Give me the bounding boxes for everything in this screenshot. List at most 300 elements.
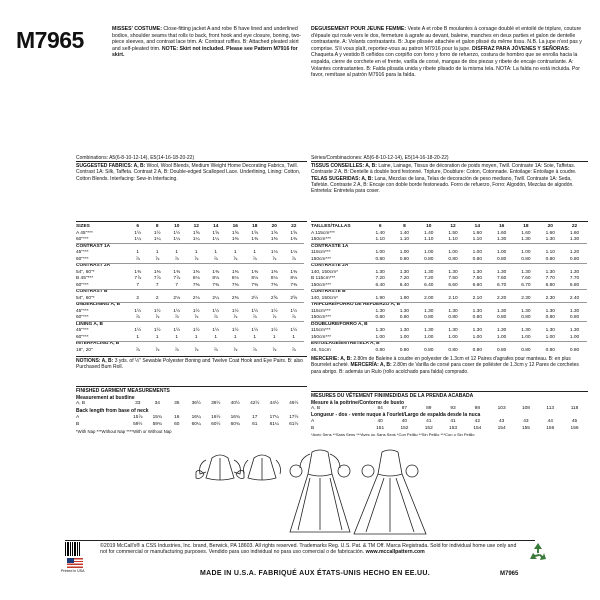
measure-cell: 155: [521, 425, 530, 431]
table-cell: 1: [136, 334, 140, 340]
table-cell: 1½: [270, 328, 278, 333]
table-cell: 1: [272, 334, 276, 340]
table-row-label: 140, 150cm*: [311, 295, 338, 301]
table-cell: 1.30: [521, 328, 531, 333]
table-row-label: 150cm***: [311, 334, 331, 340]
measure-cell: 87: [401, 406, 408, 411]
fr-finished-rule: [311, 391, 588, 392]
table-cell: 6.40: [399, 282, 410, 288]
fr-notions-label: MERCERIE: A, B:: [311, 356, 352, 362]
measure-cell: 118: [570, 406, 579, 411]
table-cell: 1⅜: [231, 269, 239, 275]
table-cell: 1.90: [399, 295, 410, 301]
table-row-label: UNDERLINING A, B: [76, 302, 121, 307]
table-cell: 1⅜: [153, 269, 161, 275]
table-group-rule: [311, 321, 587, 322]
table-cell: 1⅛: [270, 250, 278, 255]
table-cell: 2.00: [424, 295, 434, 301]
table-cell: 1.00: [545, 334, 555, 340]
table-cell: 1.10: [448, 237, 458, 242]
en-finished-title: FINISHED GARMENT MEASUREMENTS: [76, 388, 170, 394]
measure-cell: 42: [474, 419, 480, 424]
table-row-label: B 45"***: [76, 276, 94, 281]
measure-row-label: A: [311, 419, 315, 424]
table-row-label: A 115cm***: [311, 230, 335, 236]
en-nap-legend: *With Nap ***Without Nap ****With or Without Nap: [76, 429, 172, 434]
table-group-rule: [76, 243, 304, 244]
jacket-a-back-drawing: [244, 455, 281, 480]
fr-notions: [311, 356, 587, 390]
fr-body: Veste A et robe B moulantes à corsage doublé et entoilé de triplure, couture d'épaule qui roule vers le dos, fermeture à agrafe au devant, baleine, manches en deux parties et galon de dentelle contrastante. A: Volants contrastants. B: Jupe plissée attachée et galon plissé du même tissu. N.B. La jupe n'est pas y comprise. S'il vous plaît, reportez-vous au patron M7916 pour la jupe.: [311, 26, 582, 52]
table-cell: 1⅝: [290, 230, 298, 236]
table-cell: 1⅝: [192, 230, 200, 236]
table-cell: 1½: [270, 308, 278, 314]
fr-back-label: Longueur - dos - vente nuque à l'ourlet/Largo de espalda desde la nuca: [311, 412, 481, 418]
table-cell: 1½: [251, 308, 259, 314]
table-cell: 1.30: [448, 269, 458, 275]
table-row-label: 150cm***: [311, 282, 331, 288]
table-cell: 10: [174, 224, 180, 229]
table-cell: 0.80: [375, 347, 385, 353]
measure-cell: 60: [174, 421, 180, 427]
table-cell: ⅞: [233, 347, 238, 353]
table-row-label: A 45"***: [76, 230, 93, 236]
table-cell: 1: [292, 334, 296, 340]
measure-cell: 84: [377, 406, 383, 411]
measure-cell: 40: [401, 419, 408, 424]
table-cell: 7.20: [375, 276, 385, 281]
table-cell: 1¼: [173, 237, 181, 242]
en-combinations: Combinations: A5(6-8-10-12-14), E5(14-16-18-20-22): [76, 155, 195, 161]
table-cell: 1.10: [424, 237, 434, 242]
table-cell: 1.00: [399, 334, 410, 340]
en-bust-label: Measurement at bustline: [76, 395, 135, 401]
table-cell: ⅞: [174, 315, 179, 320]
table-cell: 1.00: [424, 334, 434, 340]
measure-cell: 93: [450, 406, 456, 411]
table-cell: 1½: [212, 308, 220, 314]
table-cell: 1.30: [545, 269, 555, 275]
table-cell: ⅞: [213, 347, 218, 353]
table-group-rule: [311, 243, 587, 244]
table-cell: 1.00: [375, 334, 385, 340]
es-notions-text: 2.80m de Varilla de corsé para coser de poliéster de 1.3cm y 12 Pares de corchetes para abrigo. B: además un Rulo (rollo acolchado para falda) comprado.: [311, 362, 579, 375]
table-cell: 1⅜: [212, 269, 220, 275]
table-cell: 1: [194, 250, 198, 255]
table-cell: 7⅜: [192, 282, 200, 288]
measure-cell: 152: [400, 425, 409, 431]
table-row-label: 60"***: [76, 315, 89, 320]
table-cell: 1.00: [569, 334, 580, 340]
es-notions-label: MERCERÍA: A, B:: [350, 362, 392, 369]
jacket-a-front-drawing: [196, 455, 244, 480]
table-cell: 0.80: [545, 347, 555, 353]
table-cell: 1.30: [424, 308, 434, 314]
table-cell: 1½: [231, 308, 239, 314]
table-cell: 7⅜: [270, 282, 278, 288]
table-cell: 1⅜: [290, 237, 298, 242]
fr-fabrics-label: TISSUS CONSEILLÉS: A, B:: [311, 163, 377, 169]
table-cell: 1.10: [545, 250, 555, 255]
table-cell: 12: [450, 224, 456, 229]
table-cell: 1½: [251, 328, 259, 333]
measure-cell: 156: [546, 425, 555, 431]
table-cell: 1.20: [569, 250, 580, 255]
table-cell: 2.30: [521, 295, 531, 301]
table-cell: ⅞: [135, 315, 140, 320]
measure-cell: 41: [426, 419, 432, 424]
table-row-label: 60"***: [76, 334, 89, 340]
table-cell: 1.60: [496, 230, 507, 236]
table-cell: 1: [253, 250, 257, 255]
table-row-label: 60"***: [76, 237, 89, 242]
table-cell: 1¼: [153, 237, 161, 242]
table-cell: 1.00: [448, 334, 458, 340]
table-cell: 2.20: [496, 295, 507, 301]
table-cell: 1.30: [521, 308, 531, 314]
table-cell: 1.30: [545, 308, 555, 314]
measure-cell: 43: [523, 419, 529, 424]
fr-bust-label: Mesure à la poitrine/Contorno de busto: [311, 400, 405, 406]
table-cell: ⅞: [135, 256, 140, 262]
table-cell: 1: [175, 250, 179, 255]
table-cell: 1½: [153, 328, 161, 333]
table-cell: 2⅝: [290, 295, 298, 301]
table-cell: 1: [233, 250, 237, 255]
table-cell: 1.30: [496, 308, 507, 314]
table-cell: ⅞: [174, 347, 179, 353]
table-cell: 16: [498, 224, 505, 229]
table-cell: 6.60: [448, 282, 458, 288]
table-cell: ⅞: [233, 256, 238, 262]
table-cell: 0.80: [496, 256, 507, 262]
table-cell: ⅞: [155, 347, 160, 353]
table-cell: 1½: [134, 308, 142, 314]
table-row-label: 46, 51cm: [311, 347, 331, 353]
measure-cell: 59¾: [152, 421, 162, 427]
table-cell: ⅞: [194, 347, 199, 353]
table-cell: 0.80: [569, 256, 580, 262]
table-cell: 8⅛: [212, 276, 220, 281]
table-cell: 1⅝: [251, 230, 259, 236]
table-row-label: DOUBLURE/FORRO A, B: [311, 321, 368, 327]
measure-cell: 60¼: [191, 421, 201, 427]
table-cell: 1.00: [521, 334, 531, 340]
table-cell: 1⅝: [231, 230, 239, 236]
table-cell: 2: [136, 295, 140, 301]
table-cell: 7.60: [521, 276, 531, 281]
table-cell: 1.30: [521, 269, 531, 275]
table-cell: 1.60: [521, 230, 531, 236]
measure-cell: 154: [473, 425, 482, 431]
recycle-icon: [527, 541, 549, 563]
table-cell: 1⅜: [192, 269, 200, 275]
fr-table-top-rule: [311, 221, 588, 222]
table-cell: ⅞: [252, 315, 257, 320]
table-cell: 1.00: [399, 250, 410, 255]
table-cell: 22: [571, 224, 578, 229]
table-row-label: CONTRASTE 1A: [311, 243, 349, 249]
table-cell: 1: [194, 334, 198, 340]
table-row-label: CONTRASTE 2A: [311, 263, 349, 268]
en-finished-rule: [76, 386, 307, 387]
table-cell: 1: [214, 334, 218, 340]
measure-cell: 61: [252, 421, 258, 427]
table-cell: ⅞: [272, 256, 277, 262]
table-cell: 8⅛: [192, 276, 200, 281]
measure-cell: 152: [424, 425, 433, 431]
table-row-label: 54", 60"*: [76, 295, 95, 301]
table-row-label: SIZES: [76, 224, 90, 229]
table-row-label: 60"***: [76, 256, 89, 262]
table-cell: 1.00: [521, 250, 531, 255]
table-cell: 1.00: [375, 250, 385, 255]
table-cell: 0.80: [521, 256, 531, 262]
table-cell: 2.10: [472, 295, 482, 301]
pattern-code-footer: M7965: [500, 571, 519, 577]
table-cell: 0.80: [424, 256, 434, 262]
website-link[interactable]: www.mccallpattern.com: [365, 549, 425, 556]
table-row-label: B 115cm***: [311, 276, 336, 281]
table-cell: 7⅞: [173, 276, 181, 281]
table-cell: ⅞: [291, 347, 296, 353]
table-group-rule: [311, 302, 587, 303]
table-cell: 1: [136, 250, 140, 255]
table-cell: 7⅞: [134, 276, 142, 281]
table-cell: 1⅜: [251, 269, 259, 275]
table-cell: ⅞: [291, 315, 296, 320]
table-row-label: LINING A, B: [76, 321, 104, 327]
table-row-label: CONTRASTE B: [311, 289, 346, 294]
es-body: Chaqueta A y vestido B ceñidos con corpiño con forro y forro de refuerzo, costura de hombro que se enrolla hacia la espalda, cierre de corchete en el frente, varilla de corsé, mangas de dos piezas y ribete de encaje contrastante. A: Volantes contrastantes. B: Falda plisada unida y ribete plisado de la misma tela. NOTA: La falda no está incluida. Por favor, remítase al patrón M7916 para la falda.: [311, 52, 580, 79]
table-cell: ⅞: [233, 315, 238, 320]
table-cell: ⅞: [272, 347, 277, 353]
table-cell: 1.00: [424, 250, 434, 255]
table-cell: 1¼: [134, 237, 142, 242]
table-cell: 1.30: [472, 269, 482, 275]
table-group-rule: [311, 289, 587, 290]
table-row-label: 150cm***: [311, 256, 331, 262]
table-row-label: 60"***: [76, 282, 89, 288]
measure-cell: 17½: [289, 415, 299, 420]
table-cell: 1.90: [375, 295, 385, 301]
en-suggested-fabrics: [76, 163, 308, 195]
fr-notions-text: 2.80m de Baleine à coudre en polyester de 1.3cm et 12 Paires d'agrafes pour manteau. B: en plus Bourrelet acheté.: [311, 356, 571, 369]
table-cell: 6.80: [569, 282, 580, 288]
robe-b-front-drawing: [290, 450, 350, 532]
table-cell: 7⅞: [153, 276, 161, 281]
table-row-label: 45"***: [76, 250, 89, 255]
measure-cell: 98: [474, 406, 480, 411]
measure-cell: 108: [521, 406, 530, 411]
table-cell: 0.80: [496, 315, 507, 320]
table-row-label: CONTRAST B: [76, 289, 108, 294]
table-cell: 0.80: [424, 315, 434, 320]
table-cell: 1.30: [472, 328, 482, 333]
table-cell: 1.30: [569, 328, 580, 333]
table-cell: 1½: [153, 308, 161, 314]
table-cell: 20: [547, 224, 553, 229]
copyright-text: ©2019 McCall's® a CSS Industries, Inc. brand, Berwick, PA 18603. All rights reserved. Trademarks Reg. U.S. Pat. & TM Off. Marca Registrada. Sold for individual home use only and not for commercial or manufacturing purposes. Vendido para uso individual no para uso comercial o de fabricación. www.mccallpattern.com: [100, 543, 517, 556]
robe-b-back-drawing: [354, 450, 426, 534]
measure-row-label: A, B: [311, 406, 321, 411]
table-cell: 0.80: [448, 256, 458, 262]
barcode-icon: [65, 542, 85, 556]
table-cell: ⅞: [213, 256, 218, 262]
table-cell: 7.50: [472, 276, 482, 281]
skirt-note: NOTE: Skirt not included. Please see Pattern M7916 for skirt.: [112, 45, 298, 59]
table-cell: 6.70: [496, 282, 507, 288]
table-cell: 6: [378, 224, 382, 229]
table-cell: ⅞: [194, 256, 199, 262]
table-cell: 0.80: [496, 347, 507, 353]
table-cell: 7⅜: [231, 282, 239, 288]
table-row-label: CONTRAST 1A: [76, 243, 111, 249]
table-cell: 1.10: [472, 237, 482, 242]
table-cell: 6.60: [472, 282, 482, 288]
table-cell: 0.80: [448, 347, 458, 353]
table-row-label: 115cm***: [311, 328, 331, 333]
table-group-rule: [311, 341, 587, 342]
table-cell: 1½: [134, 328, 142, 333]
fr-fabrics-text: Laine, Lainage, Tissus de décoration de poids moyen, Twill. Contraste 1A: Soie, Taffetas. Contraste 2 A, B: Dentelle à double bord festonné. Triplure, Doublure: Coton, Cotonnade. Entoilage: Entoilage à coudre.: [311, 163, 577, 176]
measure-cell: 33: [135, 401, 141, 406]
table-cell: 0.80: [375, 256, 385, 262]
table-cell: 2¼: [212, 295, 220, 301]
table-cell: 6: [136, 224, 140, 229]
table-cell: 2⅝: [270, 295, 278, 301]
en-fabrics-text: Wool, Wool Blends, Medium Weight Home Decorating Fabrics, Twill. Contrast 1A: Silk, Taffeta. Contrast 2 A, B: Double-edged Scalloped Lace. Underlining, Lining: Cotton, Cotton Blends. Interfacing: Sew-in Interfacing.: [76, 163, 301, 182]
measure-row-label: A: [76, 415, 80, 420]
table-cell: 1.30: [496, 328, 507, 333]
table-cell: 1.00: [472, 334, 482, 340]
en-notions-label: NOTIONS: A, B:: [76, 358, 114, 364]
measure-cell: 16¼: [191, 415, 201, 420]
table-group-rule: [76, 289, 304, 290]
table-cell: 2⅛: [192, 295, 200, 301]
table-cell: 14: [213, 224, 219, 229]
table-cell: 6.80: [545, 282, 555, 288]
table-cell: ⅞: [252, 347, 257, 353]
en-table-top-rule: [76, 221, 307, 222]
measure-cell: 36½: [191, 401, 201, 406]
table-cell: 1.30: [569, 237, 580, 242]
table-row-label: ENTOILAGE/ENTRETELA A, B: [311, 341, 380, 346]
es-fabrics-label: TELAS SUGERIDAS: A, B:: [311, 175, 374, 182]
table-cell: 1.30: [424, 328, 434, 333]
measure-cell: 154: [497, 425, 506, 431]
measure-cell: 43: [498, 419, 505, 424]
table-cell: 1.30: [496, 269, 507, 275]
english-description: [112, 26, 308, 68]
measure-cell: 42½: [250, 401, 260, 406]
table-cell: 8: [403, 224, 406, 229]
table-cell: 1½: [290, 328, 298, 333]
table-cell: ⅞: [174, 256, 179, 262]
table-cell: 0.80: [521, 315, 531, 320]
table-cell: 20: [271, 224, 277, 229]
table-cell: 7⅜: [251, 282, 259, 288]
table-cell: 2.30: [545, 295, 555, 301]
table-cell: 7: [155, 282, 159, 288]
table-row-label: 45"***: [76, 308, 89, 314]
table-cell: 6.70: [521, 282, 531, 288]
table-row-label: 150cm***: [311, 237, 331, 242]
table-cell: 1¼: [192, 237, 200, 242]
table-cell: 7.70: [569, 276, 580, 281]
measure-cell: 17: [252, 415, 258, 420]
costume-title: MISSES' COSTUME:: [112, 26, 162, 32]
table-cell: 1⅜: [134, 269, 142, 275]
table-row-label: 150cm***: [311, 315, 331, 320]
table-cell: 8⅛: [251, 276, 259, 281]
table-cell: ⅞: [155, 256, 160, 262]
measure-cell: 38½: [211, 401, 221, 406]
table-cell: 1.00: [496, 250, 507, 255]
table-cell: 1.30: [448, 328, 458, 333]
table-cell: 7.70: [545, 276, 555, 281]
table-cell: 1.30: [545, 328, 555, 333]
table-cell: 7.20: [424, 276, 434, 281]
table-cell: 0.80: [472, 347, 482, 353]
table-cell: 1.30: [375, 308, 385, 314]
measure-cell: 44: [547, 419, 553, 424]
table-row-label: INTERFACING A, B: [76, 341, 120, 346]
fr-nap-legend: *Avec Sens **Sans Sens ***Avec ou Sans Sens *Con Pelillo **Sin Pelillo ***Con o Sin Pelillo: [311, 432, 475, 437]
table-cell: 1⅜: [173, 269, 181, 275]
table-cell: 1⅜: [231, 237, 239, 242]
table-cell: 0.80: [448, 315, 458, 320]
measure-cell: 103: [497, 406, 506, 411]
table-cell: 2: [155, 295, 159, 301]
table-cell: 7: [136, 282, 140, 288]
measure-cell: 35: [174, 401, 180, 406]
table-row-label: 115cm***: [311, 250, 331, 255]
table-cell: 0.80: [569, 347, 580, 353]
measure-cell: 15⅞: [133, 415, 143, 420]
table-cell: 18: [252, 224, 258, 229]
table-cell: 16: [232, 224, 238, 229]
table-cell: 1.60: [472, 230, 482, 236]
table-cell: 1½: [231, 328, 239, 333]
measure-cell: 34: [154, 401, 160, 406]
en-notions-rule: [76, 356, 307, 357]
table-cell: 18: [523, 224, 529, 229]
table-cell: 7: [175, 282, 179, 288]
table-cell: 14: [474, 224, 480, 229]
table-cell: 6.40: [424, 282, 434, 288]
table-cell: 1.10: [375, 237, 385, 242]
made-in-usa: MADE IN U.S.A. FABRIQUÉ AUX ÉTATS-UNIS HECHO EN EE.UU.: [200, 570, 430, 577]
table-cell: 1: [233, 334, 237, 340]
table-cell: ⅞: [252, 256, 257, 262]
table-cell: 1.30: [399, 269, 410, 275]
table-cell: 1.30: [448, 308, 458, 314]
fr-finished-title: MESURES DU VÊTEMENT FINI/MEDIDAS DE LA PRENDA ACABADA: [311, 393, 474, 399]
table-cell: 1½: [212, 328, 220, 333]
measure-cell: 44½: [269, 401, 279, 406]
table-cell: 7.60: [496, 276, 507, 281]
measure-cell: 89: [426, 406, 432, 411]
table-cell: ⅞: [194, 315, 199, 320]
measure-cell: 16½: [211, 415, 221, 420]
table-cell: 0.80: [375, 315, 385, 320]
table-row-label: 45"***: [76, 328, 89, 333]
table-cell: 1½: [173, 230, 181, 236]
table-cell: 0.80: [545, 315, 555, 320]
table-cell: 1⅝: [270, 230, 278, 236]
table-row-label: TAILLES/TALLAS: [311, 224, 351, 229]
